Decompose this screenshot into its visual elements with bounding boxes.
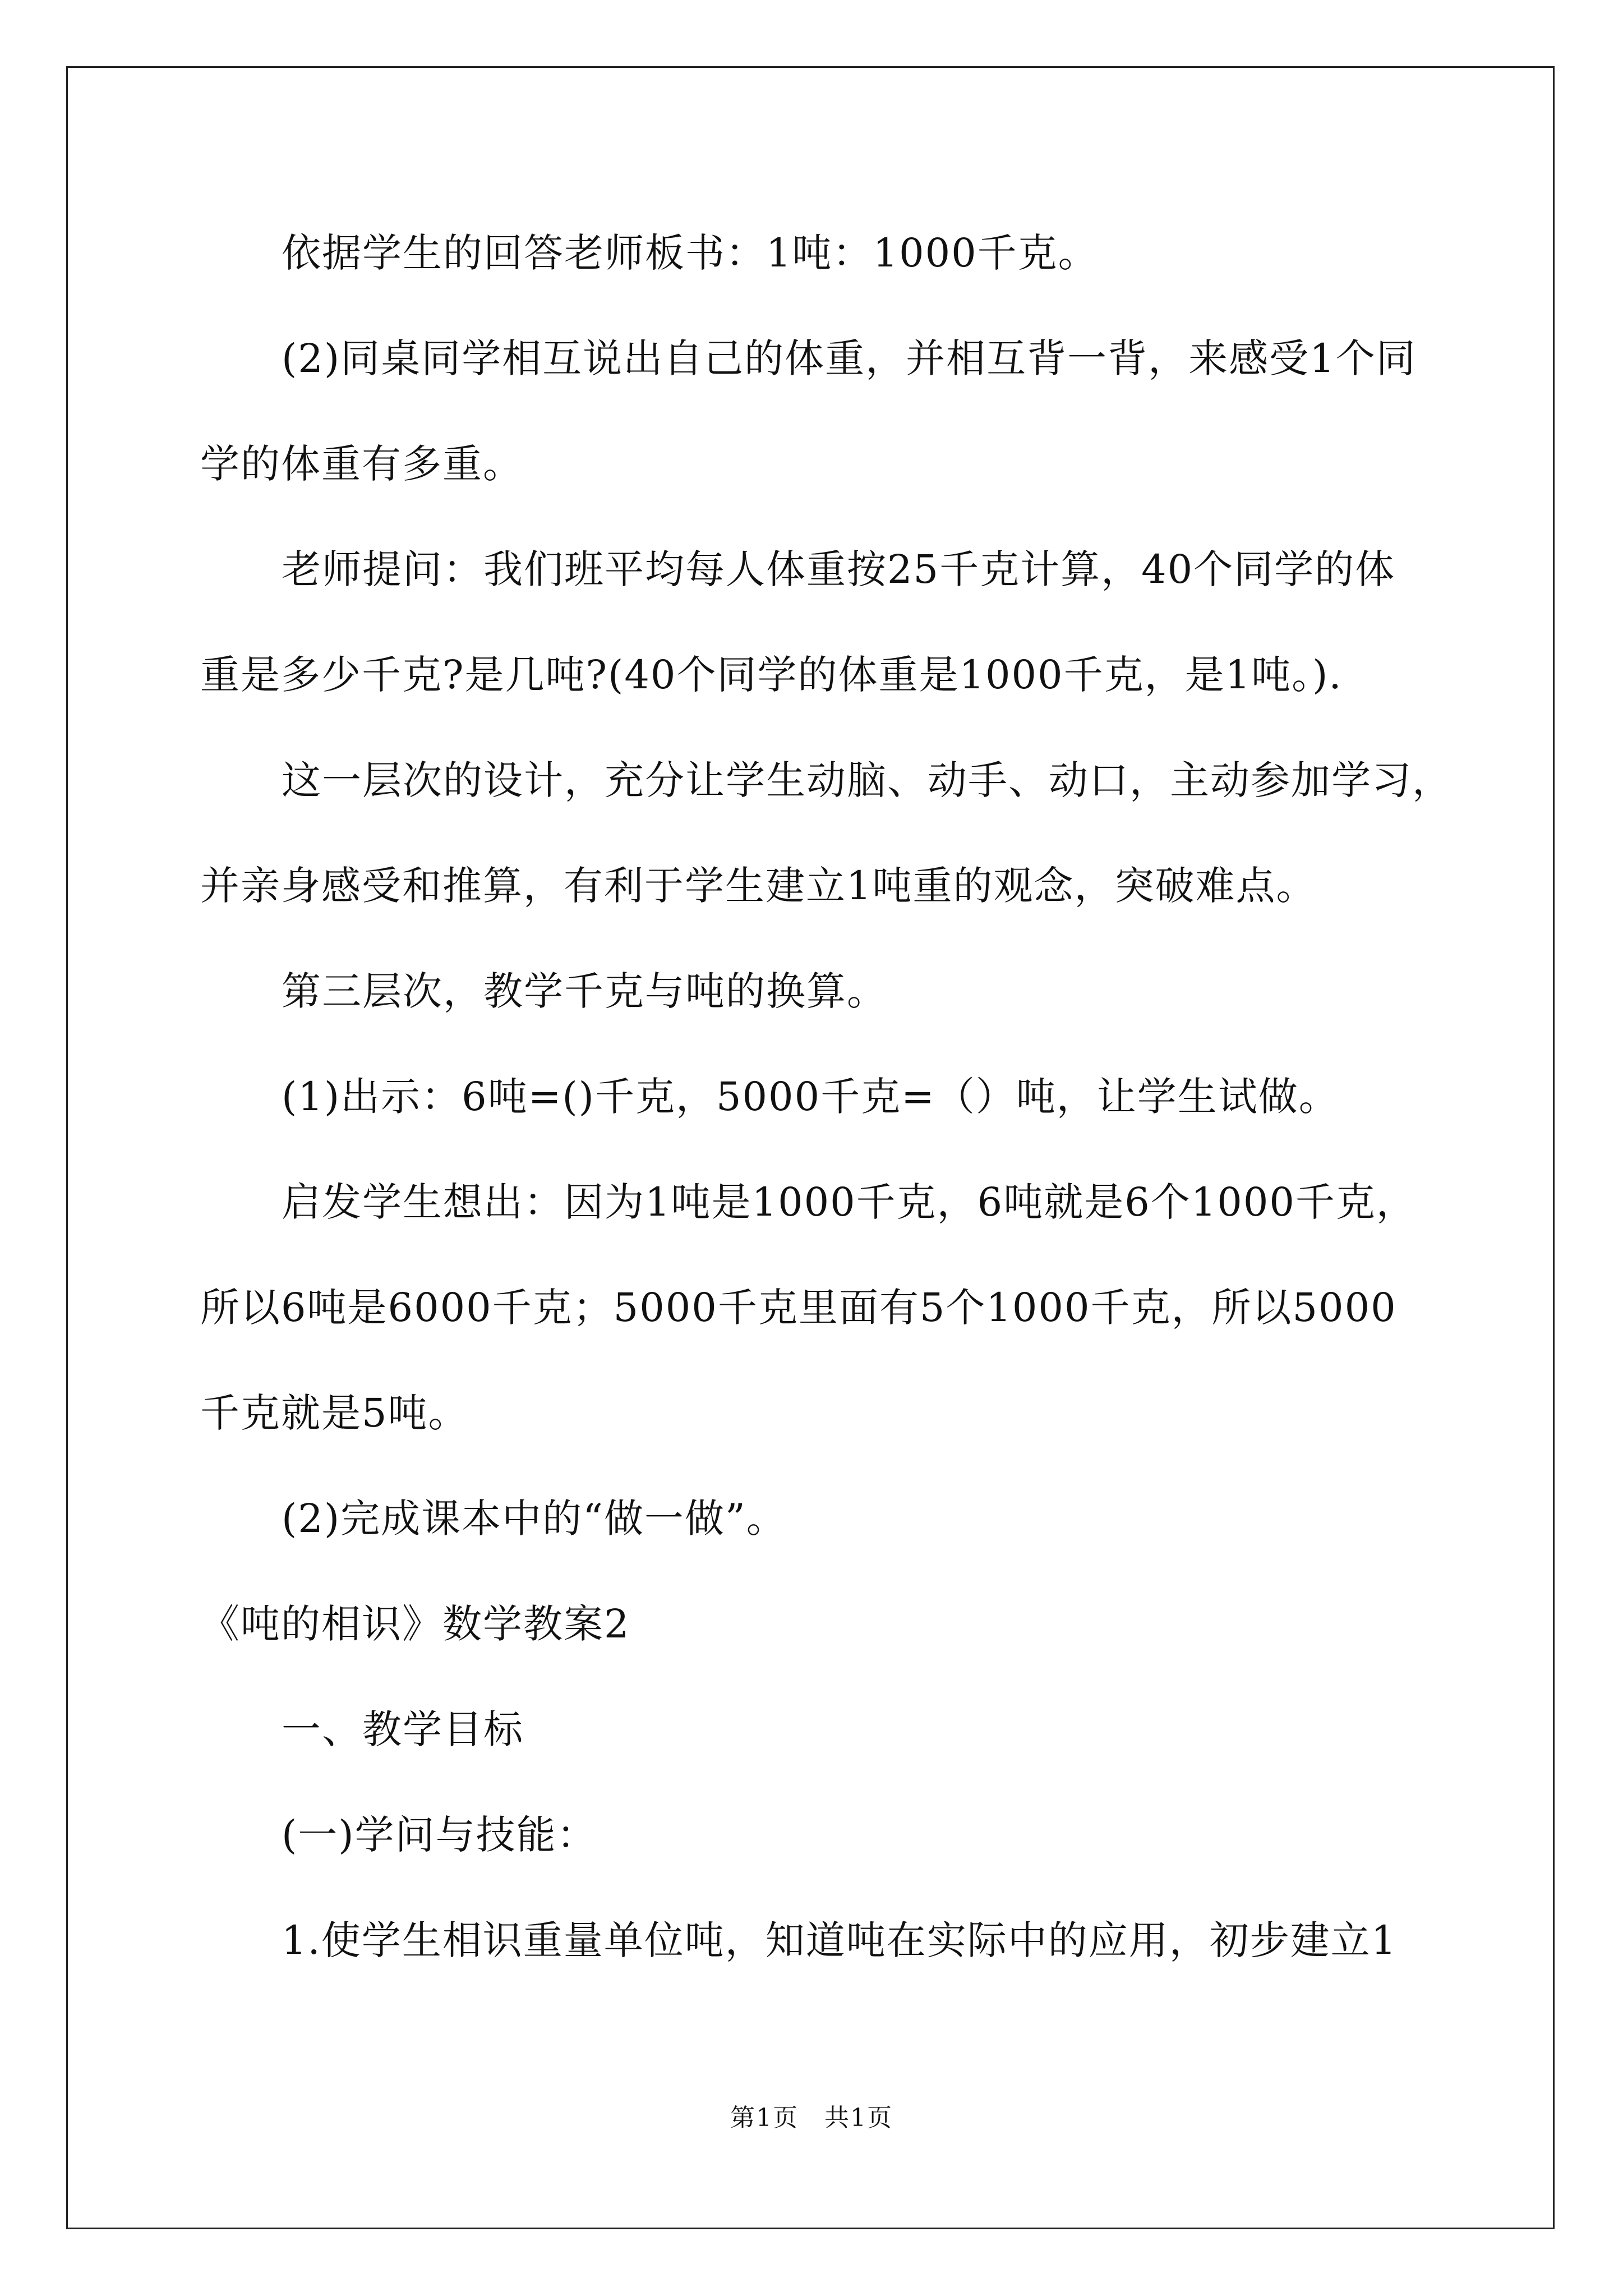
paragraph-line: 老师提问：我们班平均每人体重按25千克计算，40个同学的体 bbox=[282, 546, 1396, 592]
paragraph-line: 所以6吨是6000千克；5000千克里面有5个1000千克，所以5000 bbox=[200, 1285, 1397, 1331]
paragraph-line: 1.使学生相识重量单位吨，知道吨在实际中的应用，初步建立1 bbox=[282, 1917, 1398, 1963]
paragraph-line: 学的体重有多重。 bbox=[200, 441, 523, 487]
paragraph-line: 依据学生的回答老师板书：1吨：1000千克。 bbox=[282, 230, 1099, 276]
paragraph-line: 并亲身感受和推算，有利于学生建立1吨重的观念，突破难点。 bbox=[200, 863, 1317, 909]
paragraph-line: 重是多少千克?是几吨?(40个同学的体重是1000千克，是1吨。). bbox=[200, 652, 1343, 698]
paragraph-line: 一、教学目标 bbox=[282, 1706, 524, 1752]
paragraph-line: 启发学生想出：因为1吨是1000千克，6吨就是6个1000千克， bbox=[282, 1179, 1417, 1225]
page-footer: 第1页 共1页 bbox=[730, 2104, 893, 2132]
paragraph-line: (1)出示：6吨=()千克，5000千克=（）吨，让学生试做。 bbox=[282, 1074, 1339, 1120]
paragraph-line: 千克就是5吨。 bbox=[200, 1390, 469, 1436]
paragraph-line: 这一层次的设计，充分让学生动脑、动手、动口，主动参加学习， bbox=[282, 757, 1453, 803]
paragraph-line: (2)完成课本中的“做一做”。 bbox=[282, 1496, 787, 1542]
paragraph-line: (一)学问与技能： bbox=[282, 1812, 597, 1858]
paragraph-line: (2)同桌同学相互说出自己的体重，并相互背一背，来感受1个同 bbox=[282, 335, 1417, 381]
section-title: 《吨的相识》数学教案2 bbox=[200, 1601, 630, 1647]
paragraph-line: 第三层次，教学千克与吨的换算。 bbox=[282, 968, 887, 1014]
